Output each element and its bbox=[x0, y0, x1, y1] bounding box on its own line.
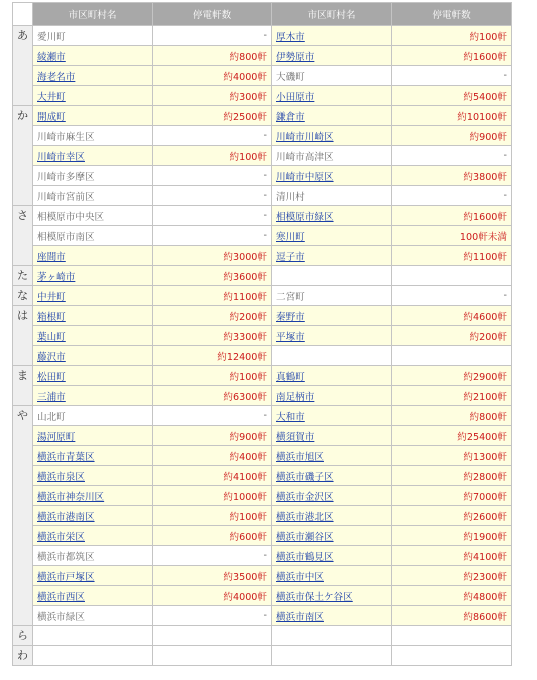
municipality-cell bbox=[272, 106, 392, 126]
outage-count-cell: 約100軒 bbox=[392, 26, 512, 46]
table-row bbox=[13, 406, 512, 426]
municipality-name: 川崎市多摩区 bbox=[37, 171, 95, 183]
table-row bbox=[13, 486, 512, 506]
municipality-link[interactable]: 相模原市緑区 bbox=[276, 211, 334, 223]
municipality-cell bbox=[33, 546, 153, 566]
outage-count-cell: - bbox=[392, 66, 512, 86]
municipality-link[interactable]: 横浜市鶴見区 bbox=[276, 551, 334, 563]
municipality-cell bbox=[272, 226, 392, 246]
municipality-cell bbox=[272, 606, 392, 626]
table-row bbox=[13, 506, 512, 526]
outage-count-cell: 約8600軒 bbox=[392, 606, 512, 626]
municipality-link[interactable]: 横浜市旭区 bbox=[276, 451, 324, 463]
municipality-cell bbox=[33, 26, 153, 46]
municipality-cell bbox=[33, 386, 153, 406]
table-row bbox=[13, 246, 512, 266]
outage-count-cell: 約1100軒 bbox=[153, 286, 272, 306]
outage-count-cell: 約4600軒 bbox=[392, 306, 512, 326]
outage-count-cell: 約100軒 bbox=[153, 506, 272, 526]
table-row bbox=[13, 386, 512, 406]
municipality-cell bbox=[272, 546, 392, 566]
outage-count-cell: 約25400軒 bbox=[392, 426, 512, 446]
outage-count-cell: 約900軒 bbox=[153, 426, 272, 446]
municipality-link[interactable]: 葉山町 bbox=[37, 331, 66, 343]
municipality-cell bbox=[33, 306, 153, 326]
outage-count-cell: 約1600軒 bbox=[392, 46, 512, 66]
outage-count-cell: 約3000軒 bbox=[153, 246, 272, 266]
municipality-name: 相模原市中央区 bbox=[37, 211, 105, 223]
municipality-cell bbox=[33, 66, 153, 86]
municipality-link[interactable]: 鎌倉市 bbox=[276, 111, 305, 123]
municipality-cell bbox=[272, 46, 392, 66]
outage-count-cell: 約2100軒 bbox=[392, 386, 512, 406]
table-row bbox=[13, 226, 512, 246]
municipality-link[interactable]: 大和市 bbox=[276, 411, 305, 423]
table-row bbox=[13, 26, 512, 46]
municipality-cell bbox=[33, 566, 153, 586]
kana-group-label: わ bbox=[13, 646, 33, 666]
outage-count-cell: - bbox=[153, 406, 272, 426]
header-outage-count-right: 停電軒数 bbox=[392, 3, 512, 26]
table-row bbox=[13, 426, 512, 446]
municipality-name: 川崎市麻生区 bbox=[37, 131, 95, 143]
municipality-cell bbox=[272, 166, 392, 186]
table-header-row bbox=[13, 3, 512, 26]
table-row bbox=[13, 606, 512, 626]
municipality-name: 横浜市都筑区 bbox=[37, 551, 95, 563]
municipality-cell bbox=[272, 286, 392, 306]
kana-group-label: な bbox=[13, 286, 33, 306]
outage-count-cell: 約1600軒 bbox=[392, 206, 512, 226]
outage-count-cell: 約1900軒 bbox=[392, 526, 512, 546]
outage-count-cell: - bbox=[153, 606, 272, 626]
municipality-link[interactable]: 横浜市泉区 bbox=[37, 471, 85, 483]
outage-count-cell: 約200軒 bbox=[392, 326, 512, 346]
municipality-link[interactable]: 横浜市中区 bbox=[276, 571, 324, 583]
kana-group-label: た bbox=[13, 266, 33, 286]
municipality-cell bbox=[33, 526, 153, 546]
municipality-cell bbox=[33, 86, 153, 106]
outage-count-cell: 約6300軒 bbox=[153, 386, 272, 406]
municipality-cell bbox=[33, 286, 153, 306]
header-municipality-left: 市区町村名 bbox=[33, 3, 153, 26]
table-row bbox=[13, 526, 512, 546]
outage-count-cell: - bbox=[153, 26, 272, 46]
municipality-cell bbox=[33, 246, 153, 266]
municipality-link[interactable]: 寒川町 bbox=[276, 231, 305, 243]
kana-group-label: さ bbox=[13, 206, 33, 266]
municipality-link[interactable]: 横浜市神奈川区 bbox=[37, 491, 105, 503]
outage-count-cell: 約7000軒 bbox=[392, 486, 512, 506]
municipality-name: 山北町 bbox=[37, 411, 66, 423]
kana-group-label: ら bbox=[13, 626, 33, 646]
municipality-link[interactable]: 川崎市川崎区 bbox=[276, 131, 334, 143]
outage-count-cell: 約4800軒 bbox=[392, 586, 512, 606]
table-row bbox=[13, 206, 512, 226]
municipality-cell bbox=[33, 346, 153, 366]
outage-count-cell: 約4000軒 bbox=[153, 66, 272, 86]
municipality-cell bbox=[272, 206, 392, 226]
table-row bbox=[13, 346, 512, 366]
municipality-link[interactable]: 厚木市 bbox=[276, 31, 305, 43]
municipality-link[interactable]: 大井町 bbox=[37, 91, 66, 103]
table-row bbox=[13, 146, 512, 166]
outage-count-cell: 約1100軒 bbox=[392, 246, 512, 266]
outage-count-cell: - bbox=[153, 226, 272, 246]
municipality-link[interactable]: 綾瀬市 bbox=[37, 51, 66, 63]
outage-count-cell: - bbox=[153, 166, 272, 186]
outage-count-cell: - bbox=[153, 546, 272, 566]
outage-count-cell: 約4100軒 bbox=[392, 546, 512, 566]
municipality-cell bbox=[272, 526, 392, 546]
table-row bbox=[13, 46, 512, 66]
municipality-link[interactable]: 横浜市栄区 bbox=[37, 531, 85, 543]
municipality-link[interactable]: 伊勢原市 bbox=[276, 51, 315, 63]
municipality-link[interactable]: 南足柄市 bbox=[276, 391, 315, 403]
outage-count-cell: 約4100軒 bbox=[153, 466, 272, 486]
municipality-link[interactable]: 中井町 bbox=[37, 291, 66, 303]
municipality-cell bbox=[33, 406, 153, 426]
municipality-cell bbox=[272, 506, 392, 526]
outage-count-cell: - bbox=[153, 186, 272, 206]
outage-count-cell: 約10100軒 bbox=[392, 106, 512, 126]
municipality-link[interactable]: 横浜市保土ケ谷区 bbox=[276, 591, 353, 603]
municipality-cell bbox=[33, 426, 153, 446]
municipality-link[interactable]: 海老名市 bbox=[37, 71, 76, 83]
municipality-cell bbox=[33, 446, 153, 466]
outage-count-cell: 約400軒 bbox=[153, 446, 272, 466]
municipality-link[interactable]: 座間市 bbox=[37, 251, 66, 263]
kana-group-label: か bbox=[13, 106, 33, 206]
outage-count-cell: 約2500軒 bbox=[153, 106, 272, 126]
municipality-link[interactable]: 横浜市青葉区 bbox=[37, 451, 95, 463]
municipality-link[interactable]: 藤沢市 bbox=[37, 351, 66, 363]
municipality-cell bbox=[272, 446, 392, 466]
table-body bbox=[13, 26, 512, 666]
municipality-link[interactable]: 箱根町 bbox=[37, 311, 66, 323]
municipality-link[interactable]: 横浜市西区 bbox=[37, 591, 85, 603]
outage-count-cell: 約3500軒 bbox=[153, 566, 272, 586]
municipality-name: 愛川町 bbox=[37, 31, 66, 43]
municipality-cell bbox=[272, 466, 392, 486]
outage-count-cell: 約3300軒 bbox=[153, 326, 272, 346]
kana-group-label: は bbox=[13, 306, 33, 366]
municipality-name: 川崎市宮前区 bbox=[37, 191, 95, 203]
municipality-cell bbox=[272, 326, 392, 346]
municipality-cell bbox=[272, 366, 392, 386]
municipality-cell bbox=[272, 306, 392, 326]
municipality-link[interactable]: 川崎市中原区 bbox=[276, 171, 334, 183]
table-row bbox=[13, 166, 512, 186]
municipality-link[interactable]: 横浜市戸塚区 bbox=[37, 571, 95, 583]
municipality-cell bbox=[272, 146, 392, 166]
outage-count-cell: - bbox=[153, 206, 272, 226]
outage-count-cell: 約5400軒 bbox=[392, 86, 512, 106]
municipality-link[interactable]: 横浜市金沢区 bbox=[276, 491, 334, 503]
municipality-link[interactable]: 横須賀市 bbox=[276, 431, 315, 443]
outage-count-cell bbox=[153, 646, 272, 666]
table-row bbox=[13, 186, 512, 206]
table-row bbox=[13, 546, 512, 566]
power-outage-table bbox=[12, 2, 512, 666]
municipality-cell bbox=[272, 266, 392, 286]
outage-count-cell: 約3800軒 bbox=[392, 166, 512, 186]
municipality-cell bbox=[272, 386, 392, 406]
municipality-link[interactable]: 湯河原町 bbox=[37, 431, 76, 443]
table-row bbox=[13, 86, 512, 106]
municipality-name: 相模原市南区 bbox=[37, 231, 95, 243]
table-row bbox=[13, 306, 512, 326]
municipality-cell bbox=[33, 106, 153, 126]
table-row bbox=[13, 266, 512, 286]
outage-count-cell: - bbox=[153, 126, 272, 146]
municipality-cell bbox=[33, 266, 153, 286]
municipality-cell bbox=[272, 586, 392, 606]
outage-count-cell: 約100軒 bbox=[153, 146, 272, 166]
municipality-link[interactable]: 逗子市 bbox=[276, 251, 305, 263]
municipality-link[interactable]: 横浜市磯子区 bbox=[276, 471, 334, 483]
table-row bbox=[13, 66, 512, 86]
municipality-link[interactable]: 三浦市 bbox=[37, 391, 66, 403]
municipality-link[interactable]: 松田町 bbox=[37, 371, 66, 383]
municipality-name: 清川村 bbox=[276, 191, 305, 203]
municipality-link[interactable]: 横浜市港南区 bbox=[37, 511, 95, 523]
municipality-name: 二宮町 bbox=[276, 291, 305, 303]
municipality-cell bbox=[33, 626, 153, 646]
kana-group-label: ま bbox=[13, 366, 33, 406]
table-row bbox=[13, 626, 512, 646]
municipality-cell bbox=[272, 86, 392, 106]
table-row bbox=[13, 366, 512, 386]
municipality-cell bbox=[33, 226, 153, 246]
table-row bbox=[13, 286, 512, 306]
municipality-cell bbox=[33, 326, 153, 346]
outage-count-cell: 約300軒 bbox=[153, 86, 272, 106]
municipality-cell bbox=[33, 206, 153, 226]
outage-count-cell: - bbox=[392, 286, 512, 306]
outage-count-cell: 約100軒 bbox=[153, 366, 272, 386]
outage-count-cell: - bbox=[392, 186, 512, 206]
municipality-link[interactable]: 横浜市港北区 bbox=[276, 511, 334, 523]
municipality-cell bbox=[272, 566, 392, 586]
municipality-cell bbox=[33, 146, 153, 166]
outage-count-cell: 約2600軒 bbox=[392, 506, 512, 526]
municipality-cell bbox=[33, 586, 153, 606]
municipality-cell bbox=[33, 466, 153, 486]
outage-count-cell bbox=[392, 266, 512, 286]
table-row bbox=[13, 586, 512, 606]
municipality-cell bbox=[33, 486, 153, 506]
outage-count-cell: 約2300軒 bbox=[392, 566, 512, 586]
municipality-link[interactable]: 横浜市瀬谷区 bbox=[276, 531, 334, 543]
outage-count-cell: 約800軒 bbox=[392, 406, 512, 426]
table-row bbox=[13, 466, 512, 486]
municipality-cell bbox=[272, 26, 392, 46]
municipality-link[interactable]: 平塚市 bbox=[276, 331, 305, 343]
municipality-link[interactable]: 真鶴町 bbox=[276, 371, 305, 383]
municipality-cell bbox=[272, 626, 392, 646]
municipality-cell bbox=[33, 46, 153, 66]
outage-count-cell bbox=[153, 626, 272, 646]
municipality-cell bbox=[33, 646, 153, 666]
kana-group-label: や bbox=[13, 406, 33, 626]
municipality-cell bbox=[272, 66, 392, 86]
table-row bbox=[13, 126, 512, 146]
table-row bbox=[13, 566, 512, 586]
municipality-cell bbox=[272, 406, 392, 426]
outage-count-cell: 約1300軒 bbox=[392, 446, 512, 466]
header-municipality-right: 市区町村名 bbox=[272, 3, 392, 26]
kana-group-label: あ bbox=[13, 26, 33, 106]
municipality-cell bbox=[33, 606, 153, 626]
municipality-cell bbox=[272, 346, 392, 366]
outage-count-cell: 約1000軒 bbox=[153, 486, 272, 506]
municipality-name: 横浜市緑区 bbox=[37, 611, 85, 623]
outage-count-cell bbox=[392, 626, 512, 646]
municipality-cell bbox=[272, 186, 392, 206]
outage-count-cell: 約12400軒 bbox=[153, 346, 272, 366]
municipality-link[interactable]: 秦野市 bbox=[276, 311, 305, 323]
table-row bbox=[13, 646, 512, 666]
outage-count-cell: 約200軒 bbox=[153, 306, 272, 326]
municipality-name: 大磯町 bbox=[276, 71, 305, 83]
municipality-cell bbox=[272, 646, 392, 666]
table-row bbox=[13, 326, 512, 346]
outage-count-cell: 約900軒 bbox=[392, 126, 512, 146]
outage-count-cell: 約4000軒 bbox=[153, 586, 272, 606]
outage-count-cell bbox=[392, 646, 512, 666]
table-row bbox=[13, 446, 512, 466]
municipality-cell bbox=[272, 246, 392, 266]
municipality-cell bbox=[33, 366, 153, 386]
municipality-link[interactable]: 横浜市南区 bbox=[276, 611, 324, 623]
municipality-cell bbox=[33, 166, 153, 186]
outage-count-cell: 約600軒 bbox=[153, 526, 272, 546]
table-row bbox=[13, 106, 512, 126]
municipality-link[interactable]: 川崎市幸区 bbox=[37, 151, 85, 163]
municipality-link[interactable]: 茅ヶ崎市 bbox=[37, 271, 76, 283]
outage-count-cell: 約800軒 bbox=[153, 46, 272, 66]
outage-count-cell: 100軒未満 bbox=[392, 226, 512, 246]
municipality-cell bbox=[33, 186, 153, 206]
municipality-cell bbox=[33, 506, 153, 526]
outage-count-cell bbox=[392, 346, 512, 366]
header-outage-count-left: 停電軒数 bbox=[153, 3, 272, 26]
outage-count-cell: 約2900軒 bbox=[392, 366, 512, 386]
municipality-cell bbox=[272, 426, 392, 446]
municipality-cell bbox=[33, 126, 153, 146]
kana-header-cell bbox=[13, 3, 33, 26]
municipality-name: 川崎市高津区 bbox=[276, 151, 334, 163]
municipality-cell bbox=[272, 126, 392, 146]
outage-count-cell: 約3600軒 bbox=[153, 266, 272, 286]
municipality-link[interactable]: 開成町 bbox=[37, 111, 66, 123]
municipality-link[interactable]: 小田原市 bbox=[276, 91, 315, 103]
outage-count-cell: 約2800軒 bbox=[392, 466, 512, 486]
municipality-cell bbox=[272, 486, 392, 506]
outage-count-cell: - bbox=[392, 146, 512, 166]
